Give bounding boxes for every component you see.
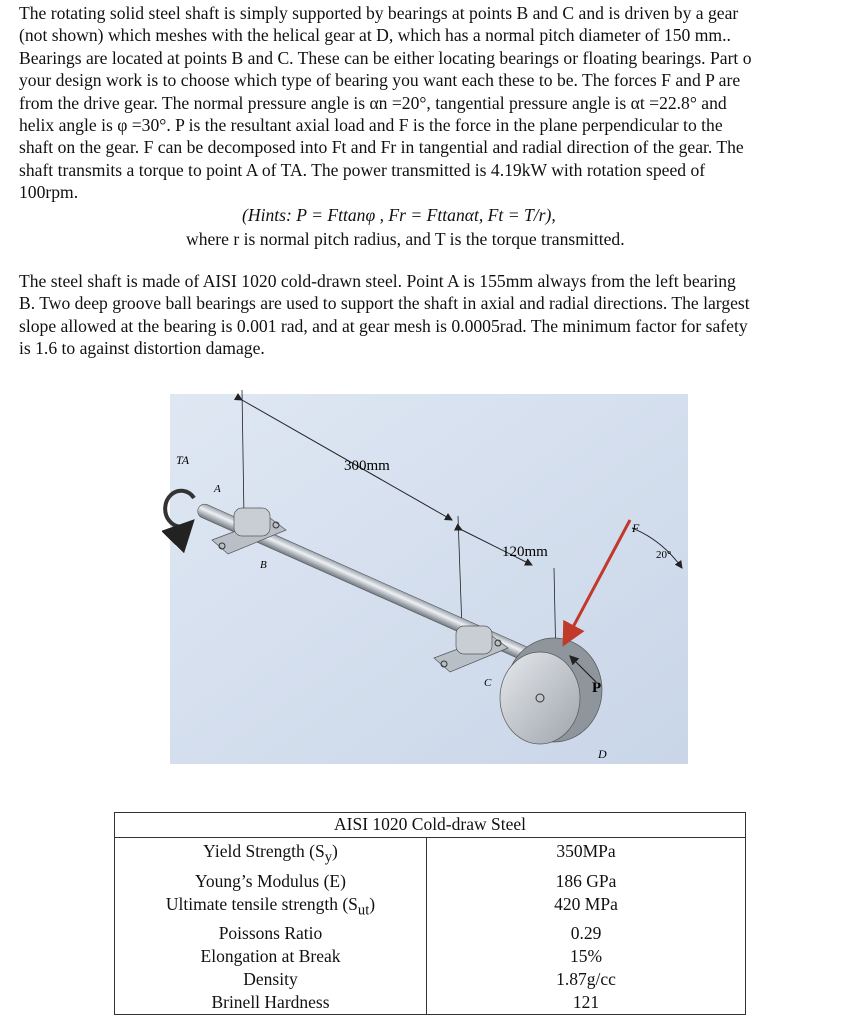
text-line: The steel shaft is made of AISI 1020 cold-drawn steel. Point A is 155mm always from the left bearing <box>19 271 736 291</box>
value-cell: 350MPa <box>427 838 746 870</box>
label-angle: 20° <box>656 549 672 561</box>
label-force-f: F <box>632 521 640 535</box>
label-300mm: 300mm <box>344 458 390 474</box>
label-point-d: D <box>598 747 607 761</box>
hint-where: where r is normal pitch radius, and T is the torque transmitted. <box>186 229 625 249</box>
text-line: The rotating solid steel shaft is simply supported by bearings at points B and C and is driven by a gear <box>19 3 739 23</box>
text-line: shaft on the gear. F can be decomposed into Ft and Fr in tangential and radial direction of the gear. The <box>19 137 744 158</box>
text-line: your design work is to choose which type of bearing you want each these to be. The forces F and P are <box>19 70 741 91</box>
property-cell: Yield Strength $(S_y)$ <box>115 838 427 870</box>
table-caption: AISI 1020 Cold-draw Steel <box>115 813 746 838</box>
property-cell: Density <box>115 968 427 991</box>
figure-background <box>170 394 688 764</box>
hint-formula: (Hints: P = Fttanφ , Fr = Fttanαt, Ft = T/r), <box>242 205 556 225</box>
text-line: (not shown) which meshes with the helical gear at D, which has a normal pitch diameter of 150 mm.. <box>19 25 731 46</box>
label-torque: TA <box>176 453 190 467</box>
property-cell: Poissons Ratio <box>115 922 427 945</box>
table-row <box>115 968 746 991</box>
text-line: slope allowed at the bearing is 0.001 rad, and at gear mesh is 0.0005rad. The minimum factor for safety <box>19 315 748 336</box>
value-cell: 0.29 <box>427 922 746 945</box>
property-cell: Ultimate tensile strength $(S_{ut})$ <box>115 893 427 923</box>
value-cell: 1.87g/cc <box>427 968 746 991</box>
text-line: is 1.6 to against distortion damage. <box>19 338 265 359</box>
property-cell: Elongation at Break <box>115 945 427 968</box>
material-table <box>114 812 746 1015</box>
text-line: shaft transmits a torque to point A of TA. The power transmitted is 4.19kW with rotation speed of <box>19 159 706 180</box>
label-point-b: B <box>260 559 267 571</box>
table-row <box>115 991 746 1015</box>
label-point-c: C <box>484 677 492 689</box>
value-cell: 121 <box>427 991 746 1015</box>
label-120mm: 120mm <box>502 544 548 560</box>
table-row <box>115 893 746 923</box>
table-row <box>115 870 746 893</box>
text-line: 100rpm. <box>19 182 79 203</box>
table-row <box>115 838 746 870</box>
text-line: B. Two deep groove ball bearings are used to support the shaft in axial and radial directions. The largest <box>19 293 750 314</box>
shaft-figure <box>162 390 692 770</box>
property-cell: Brinell Hardness <box>115 991 427 1015</box>
label-force-p: P <box>592 680 602 696</box>
value-cell: 186 GPa <box>427 870 746 893</box>
table-row <box>115 945 746 968</box>
value-cell: 15% <box>427 945 746 968</box>
text-line: Bearings are located at points B and C. These can be either locating bearings or floating bearings. Part o <box>19 47 752 68</box>
text-line: from the drive gear. The normal pressure angle is αn =20°, tangential pressure angle is αt =22.8° and <box>19 92 727 113</box>
table-row <box>115 922 746 945</box>
value-cell: 420 MPa <box>427 893 746 923</box>
property-cell: Young’s Modulus (E) <box>115 870 427 893</box>
label-point-a: A <box>214 483 221 495</box>
material-statement <box>19 270 841 360</box>
text-line: helix angle is φ =30°. P is the resultant axial load and F is the force in the plane perpendicular to the <box>19 115 723 136</box>
problem-statement <box>19 2 841 204</box>
